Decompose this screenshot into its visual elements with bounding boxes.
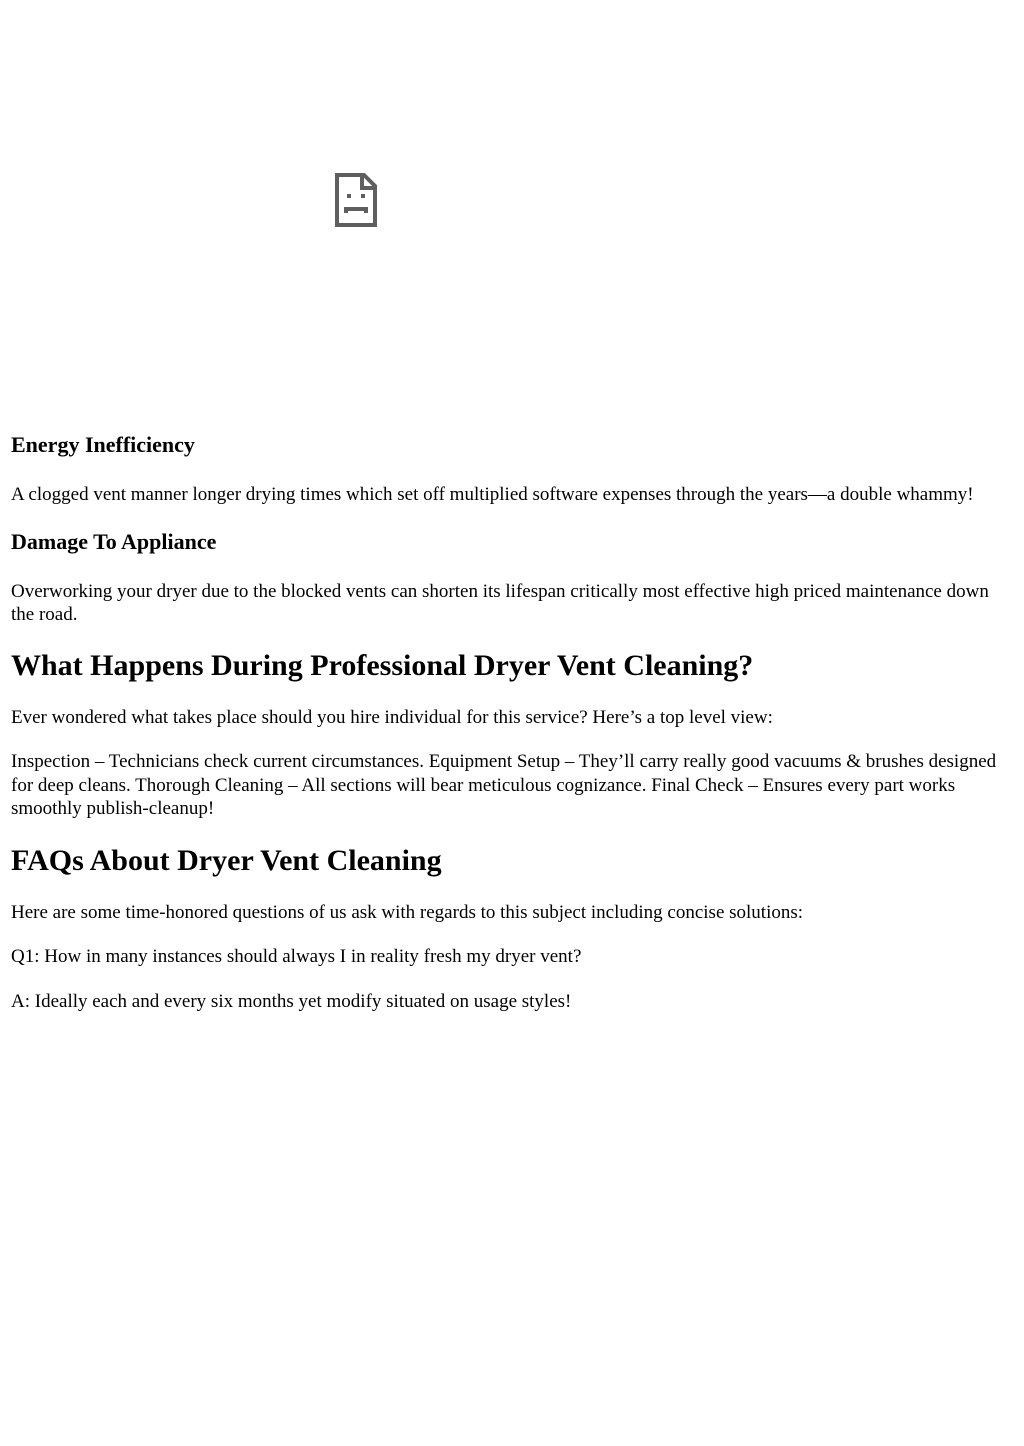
paragraph-energy-inefficiency: A clogged vent manner longer drying times which set off multiplied software expenses through the years—a double whammy! [11,484,974,505]
heading-damage-to-appliance: Damage To Appliance [11,528,217,554]
heading-professional-cleaning: What Happens During Professional Dryer Vent Cleaning? [11,648,754,682]
paragraph-professional-steps: Inspection – Technicians check current circumstances. Equipment Setup – They’ll carry really good vacuums & brushes designed for deep cleans. Thorough Cleaning – All sections will bear meticulous cognizance. Final Check – Ensures every part works smoothly publish-cleanup! [11,751,997,819]
faq-answer-1: A: Ideally each and every six months yet modify situated on usage styles! [11,990,572,1012]
heading-energy-inefficiency: Energy Inefficiency [11,432,195,457]
article-content [11,430,1011,1013]
broken-document-icon [334,172,378,228]
paragraph-damage-to-appliance: Overworking your dryer due to the blocked vents can shorten its lifespan critically most effective high priced maintenance down the road. [11,580,989,625]
heading-faqs: FAQs About Dryer Vent Cleaning [11,843,442,877]
embedded-frame [10,0,682,400]
paragraph-professional-intro: Ever wondered what takes place should you hire individual for this service? Here’s a top level view: [11,706,773,728]
paragraph-faq-intro: Here are some time-honored questions of us ask with regards to this subject including concise solutions: [11,901,804,923]
faq-question-1: Q1: How in many instances should always I in reality fresh my dryer vent? [11,946,582,967]
